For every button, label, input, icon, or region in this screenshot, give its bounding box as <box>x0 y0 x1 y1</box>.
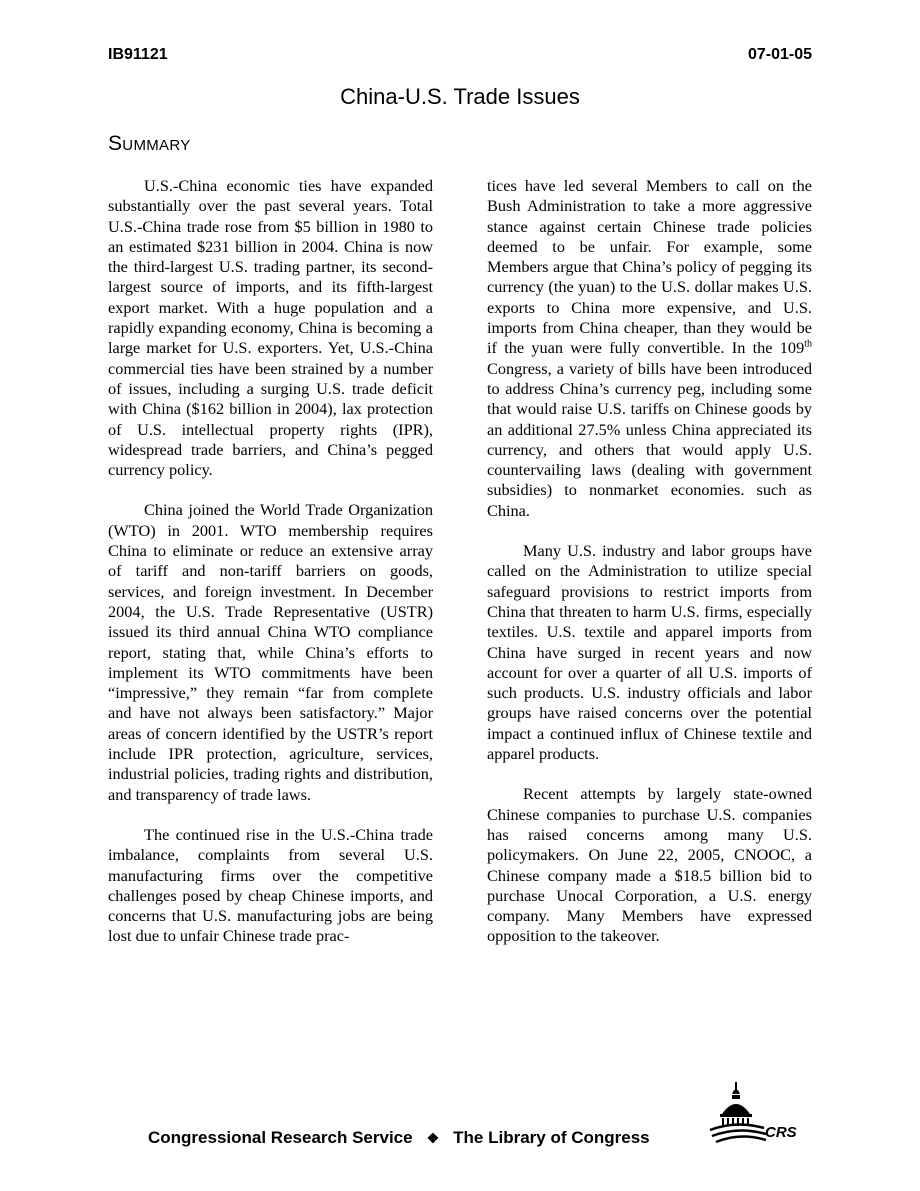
superscript: th <box>804 338 812 350</box>
paragraph: The continued rise in the U.S.-China trade imbalance, complaints from several U.S. manufacturing firms over the competitive challenges posed by cheap Chinese imports, and concerns that U.S. manufacturing jobs are being lost due to unfair Chinese trade prac- <box>108 824 433 946</box>
crs-logo-text: CRS <box>765 1124 797 1141</box>
paragraph: U.S.-China economic ties have expanded substantially over the past several years. Total U.S.-China trade rose from $5 billion in 1980 to an estimated $231 billion in 2004. China is now the third-largest U.S. trading partner, its second-largest source of imports, and its fifth-largest export market. With a huge population and a rapidly expanding economy, China is becoming a large market for U.S. exporters. Yet, U.S.-China commercial ties have been strained by a number of issues, including a surging U.S. trade deficit with China ($162 billion in 2004), lax protection of U.S. intellectual property rights (IPR), widespread trade barriers, and China’s pegged currency policy. <box>108 176 433 480</box>
section-heading: Summary <box>108 132 191 155</box>
footer-organization: Congressional Research Service <box>148 1128 413 1147</box>
paragraph: Recent attempts by largely state-owned Chinese companies to purchase U.S. companies has raised concerns among many U.S. policymakers. On June 22, 2005, CNOOC, a Chinese company made a $18.5 billion bid to purchase Unocal Corporation, a U.S. energy company. Many Members have expressed opposition to the takeover. <box>487 784 812 946</box>
footer-library: The Library of Congress <box>453 1128 650 1147</box>
paragraph: China joined the World Trade Organization (WTO) in 2001. WTO membership requires China to eliminate or reduce an extensive array of tariff and non-tariff barriers on goods, services, and foreign investment. In December 2004, the U.S. Trade Representative (USTR) issued its third annual China WTO compliance report, stating that, while China’s efforts to implement its WTO commitments have been “impressive,” they remain “far from complete and have not always been satisfactory.” Major areas of concern identified by the USTR’s report include IPR protection, agriculture, services, industrial policies, trading rights and distribution, and transparency of trade laws. <box>108 500 433 804</box>
left-column <box>108 176 433 967</box>
paragraph: Many U.S. industry and labor groups have called on the Administration to utilize special safeguard provisions to restrict imports from China that threaten to harm U.S. firms, especially textiles. U.S. textile and apparel imports from China have surged in recent years and now account for over a quarter of all U.S. imports of such products. U.S. industry officials and labor groups have raised concerns over the potential impact a continued influx of Chinese textile and apparel products. <box>487 541 812 764</box>
page-title: China-U.S. Trade Issues <box>340 84 580 109</box>
paragraph-text: tices have led several Members to call on the Bush Administration to take a more aggressive stance against certain Chinese trade policies deemed to be unfair. For example, some Members argue that China’s policy of pegging its currency (the yuan) to the U.S. dollar makes U.S. exports to China more expensive, and U.S. imports from China cheaper, than they would be if the yuan were fully convertible. In the 109 <box>487 176 812 358</box>
paragraph-text: Congress, a variety of bills have been introduced to address China’s currency peg, including some that would raise U.S. tariffs on Chinese goods by an additional 27.5% unless China appreciated its currency, and others that would apply U.S. countervailing laws (dealing with government subsidies) to nonmarket economies. such as China. <box>487 358 812 520</box>
report-date: 07-01-05 <box>747 46 812 63</box>
diamond-separator-icon: ❖ <box>426 1130 440 1146</box>
report-id: IB91121 <box>108 46 168 63</box>
right-column <box>487 176 812 967</box>
paragraph-continued <box>487 176 812 521</box>
footer <box>148 1128 650 1148</box>
